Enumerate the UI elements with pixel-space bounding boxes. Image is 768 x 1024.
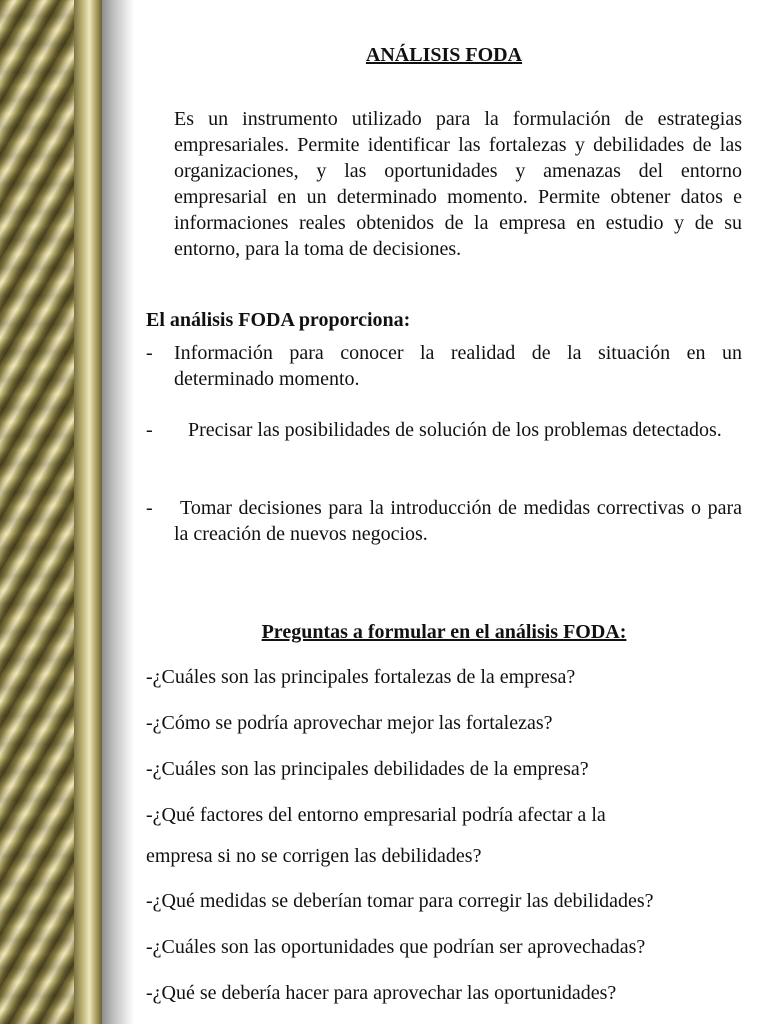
bullet-item — [146, 495, 742, 547]
question-item: -¿Qué se debería hacer para aprovechar las oportunidades? — [146, 982, 617, 1004]
border-shadow — [102, 0, 134, 1024]
question-item: -¿Cuáles son las principales debilidades de la empresa? — [146, 758, 589, 780]
question-item: -¿Qué factores del entorno empresarial podría afectar a la — [146, 804, 606, 826]
bullet-item — [146, 340, 742, 392]
bullet-text: Precisar las posibilidades de solución de los problemas detectados. — [188, 419, 722, 441]
bullet-text: Información para conocer la realidad de la situación en un determinado momento. — [174, 342, 742, 390]
question-item: empresa si no se corrigen las debilidades? — [146, 845, 482, 867]
document-title: ANÁLISIS FODA — [365, 44, 523, 66]
bullet-item — [146, 417, 742, 443]
rope-texture — [0, 0, 74, 1024]
question-item: -¿Cuáles son las oportunidades que podrían ser aprovechadas? — [146, 936, 646, 958]
decorative-rope-border — [0, 0, 102, 1024]
questions-heading: Preguntas a formular en el análisis FODA: — [261, 621, 627, 643]
question-item: -¿Cómo se podría aprovechar mejor las fortalezas? — [146, 712, 553, 734]
intro-paragraph: Es un instrumento utilizado para la formulación de estrategias empresariales. Permite identificar las fortalezas y debilidades de las organizaciones, y las oportunidades y amenazas del entorno empresarial en un determinado momento. Permite obtener datos e informaciones reales obtenidos de la empresa en estudio y de su entorno, para la toma de decisiones. — [174, 108, 742, 260]
bullet-marker: - — [146, 419, 153, 441]
question-item: -¿Cuáles son las principales fortalezas de la empresa? — [146, 666, 576, 688]
bullet-marker: - — [146, 342, 153, 364]
bullet-text: Tomar decisiones para la introducción de medidas correctivas o para la creación de nuevos negocios. — [174, 497, 742, 545]
provides-heading: El análisis FODA proporciona: — [146, 309, 411, 331]
bullet-marker: - — [146, 497, 153, 519]
question-item: -¿Qué medidas se deberían tomar para corregir las debilidades? — [146, 890, 654, 912]
document-page — [146, 0, 742, 1024]
